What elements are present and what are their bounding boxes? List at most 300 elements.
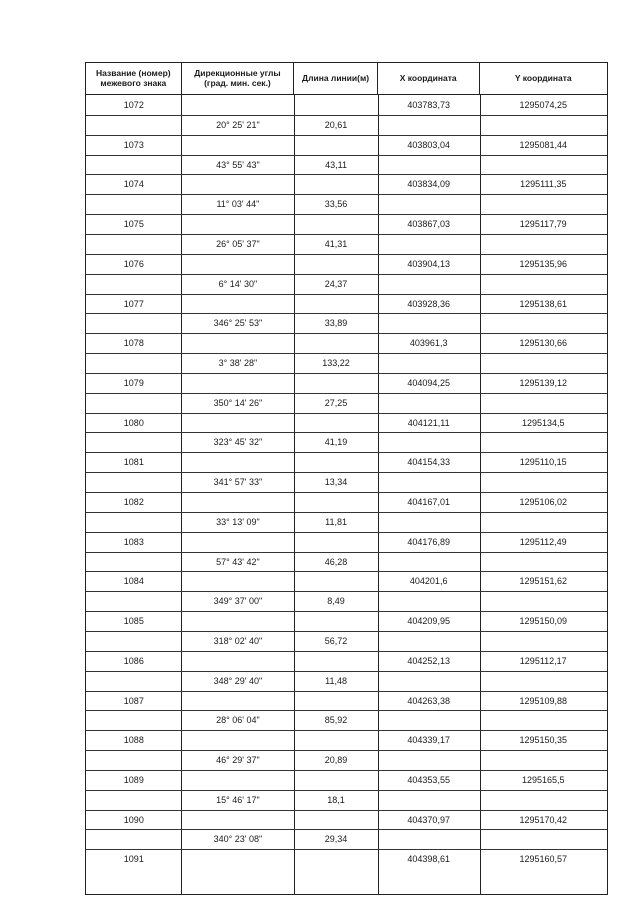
- line-length: 11,81: [325, 516, 347, 527]
- row-divider: [86, 591, 181, 592]
- row-divider: [378, 829, 480, 830]
- segment-row: [86, 194, 607, 214]
- row-divider: [480, 770, 607, 771]
- row-divider: [86, 710, 181, 711]
- segment-row: [86, 234, 607, 254]
- line-length: 41,31: [324, 238, 348, 249]
- row-divider: [378, 810, 480, 811]
- row-divider: [86, 770, 181, 771]
- y-coordinate: 1295138,61: [519, 298, 568, 309]
- empty-cell: [182, 373, 295, 393]
- line-length: 20,89: [324, 755, 348, 766]
- point-row: [86, 571, 607, 591]
- header-angle: Дирекционные углы (град. мин. сек.): [182, 63, 295, 94]
- empty-cell: [294, 214, 378, 234]
- table-body: [85, 95, 608, 895]
- row-divider: [480, 452, 607, 453]
- row-divider: [294, 214, 378, 215]
- segment-row: [86, 671, 607, 691]
- table-header: [85, 62, 608, 95]
- row-divider: [294, 274, 378, 275]
- x-coordinate: 403783,73: [407, 100, 450, 110]
- direction-angle: 11° 03' 44": [216, 199, 260, 210]
- point-name: 1080: [123, 417, 144, 428]
- point-name: 1078: [123, 338, 144, 349]
- row-divider: [294, 611, 378, 612]
- y-coordinate: 1295112,49: [519, 536, 567, 547]
- row-divider: [294, 492, 378, 493]
- direction-angle: 323° 45' 32": [213, 437, 263, 448]
- empty-cell: [86, 671, 182, 691]
- y-coordinate: 1295165,5: [521, 774, 565, 785]
- y-coordinate: 1295111,35: [520, 179, 567, 190]
- empty-cell: [378, 829, 480, 849]
- empty-cell: [86, 393, 182, 413]
- row-divider: [86, 532, 181, 533]
- point-row: [86, 492, 607, 512]
- direction-angle: 33° 13' 09": [216, 516, 260, 527]
- row-divider: [480, 631, 607, 632]
- empty-cell: [182, 294, 295, 314]
- point-row: [86, 254, 607, 274]
- direction-angle: 43° 55' 43": [216, 159, 260, 170]
- row-divider: [378, 571, 480, 572]
- row-divider: [86, 313, 181, 314]
- row-divider: [294, 691, 378, 692]
- empty-cell: [294, 611, 378, 631]
- row-divider: [86, 671, 181, 672]
- empty-cell: [182, 95, 295, 115]
- row-divider: [294, 353, 378, 354]
- row-divider: [181, 591, 294, 592]
- segment-row: [86, 115, 607, 135]
- x-coordinate: 403961,3: [409, 338, 448, 349]
- y-coordinate: 1295151,62: [519, 576, 568, 587]
- segment-row: [86, 552, 607, 572]
- row-divider: [181, 691, 294, 692]
- row-divider: [378, 671, 480, 672]
- row-divider: [181, 393, 294, 394]
- row-divider: [294, 254, 378, 255]
- direction-angle: 6° 14' 30": [218, 278, 258, 289]
- empty-cell: [378, 393, 480, 413]
- empty-cell: [182, 849, 295, 869]
- segment-row: [86, 393, 607, 413]
- line-length: 8,49: [327, 596, 345, 607]
- row-divider: [378, 512, 480, 513]
- row-divider: [294, 472, 378, 473]
- empty-cell: [378, 790, 480, 810]
- empty-cell: [86, 552, 182, 572]
- row-divider: [294, 591, 378, 592]
- x-coordinate: 403803,04: [407, 139, 450, 150]
- direction-angle: 350° 14' 26": [213, 397, 263, 408]
- empty-cell: [294, 691, 378, 711]
- x-coordinate: 404094,25: [407, 377, 450, 388]
- empty-cell: [182, 770, 295, 790]
- line-length: 85,92: [324, 715, 348, 726]
- empty-cell: [479, 552, 607, 572]
- empty-cell: [86, 591, 182, 611]
- point-name: 1077: [123, 298, 144, 309]
- row-divider: [378, 591, 480, 592]
- row-divider: [480, 512, 607, 513]
- empty-cell: [479, 313, 607, 333]
- direction-angle: 3° 38' 28": [218, 358, 258, 369]
- row-divider: [86, 413, 181, 414]
- row-divider: [86, 631, 181, 632]
- empty-cell: [294, 492, 378, 512]
- row-divider: [86, 691, 181, 692]
- row-divider: [378, 611, 480, 612]
- empty-cell: [86, 194, 182, 214]
- row-divider: [378, 214, 480, 215]
- row-divider: [181, 174, 294, 175]
- empty-cell: [86, 432, 182, 452]
- row-divider: [86, 393, 181, 394]
- empty-cell: [294, 730, 378, 750]
- empty-cell: [294, 810, 378, 830]
- row-divider: [181, 671, 294, 672]
- direction-angle: 57° 43' 42": [216, 556, 260, 567]
- row-divider: [86, 254, 181, 255]
- point-row: [86, 730, 607, 750]
- row-divider: [181, 214, 294, 215]
- point-row: [86, 294, 607, 314]
- line-length: 24,37: [324, 278, 348, 289]
- row-divider: [181, 294, 294, 295]
- empty-cell: [86, 234, 182, 254]
- direction-angle: 46° 29' 37": [216, 755, 260, 766]
- row-divider: [86, 333, 181, 334]
- row-divider: [378, 750, 480, 751]
- point-name: 1088: [123, 735, 144, 746]
- empty-cell: [378, 750, 480, 770]
- point-row: [86, 452, 607, 472]
- row-divider: [378, 452, 480, 453]
- x-coordinate: 404370,97: [407, 814, 450, 825]
- empty-cell: [182, 611, 295, 631]
- row-divider: [294, 373, 378, 374]
- row-divider: [294, 571, 378, 572]
- line-length: 29,34: [324, 834, 348, 845]
- direction-angle: 341° 57' 33": [213, 477, 263, 488]
- point-name: 1074: [123, 179, 144, 190]
- row-divider: [181, 849, 294, 850]
- x-coordinate: 403904,13: [407, 258, 450, 269]
- empty-cell: [182, 135, 295, 155]
- point-name: 1089: [123, 774, 144, 785]
- row-divider: [86, 353, 181, 354]
- empty-cell: [86, 512, 182, 532]
- row-divider: [480, 730, 607, 731]
- direction-angle: 28° 06' 04": [216, 715, 260, 726]
- row-divider: [294, 155, 378, 156]
- row-divider: [181, 631, 294, 632]
- y-coordinate: 1295150,35: [519, 735, 568, 746]
- row-divider: [86, 730, 181, 731]
- row-divider: [181, 452, 294, 453]
- row-divider: [480, 571, 607, 572]
- empty-cell: [378, 234, 480, 254]
- segment-row: [86, 155, 607, 175]
- row-divider: [480, 393, 607, 394]
- row-divider: [480, 671, 607, 672]
- point-name: 1087: [123, 695, 144, 706]
- header-point-name: Название (номер) межевого знака: [86, 63, 182, 94]
- row-divider: [86, 829, 181, 830]
- empty-cell: [182, 532, 295, 552]
- segment-row: [86, 750, 607, 770]
- point-row: [86, 849, 607, 869]
- x-coordinate: 404339,17: [407, 735, 450, 746]
- y-coordinate: 1295117,79: [519, 219, 567, 230]
- empty-cell: [86, 274, 182, 294]
- point-name: 1079: [123, 377, 144, 388]
- empty-cell: [479, 512, 607, 532]
- segment-row: [86, 790, 607, 810]
- empty-cell: [378, 432, 480, 452]
- point-name: 1091: [123, 854, 144, 865]
- row-divider: [294, 671, 378, 672]
- row-divider: [86, 452, 181, 453]
- coordinates-table: [85, 62, 608, 895]
- empty-cell: [86, 472, 182, 492]
- row-divider: [378, 373, 480, 374]
- row-divider: [86, 472, 181, 473]
- row-divider: [480, 432, 607, 433]
- empty-cell: [378, 115, 480, 135]
- empty-cell: [378, 155, 480, 175]
- row-divider: [480, 214, 607, 215]
- row-divider: [294, 710, 378, 711]
- point-name: 1090: [123, 814, 144, 825]
- point-name: 1073: [123, 139, 144, 150]
- y-coordinate: 1295106,02: [519, 497, 568, 507]
- row-divider: [294, 810, 378, 811]
- y-coordinate: 1295130,66: [519, 338, 568, 349]
- line-length: 43,11: [325, 159, 347, 170]
- empty-cell: [378, 512, 480, 532]
- row-divider: [378, 155, 480, 156]
- y-coordinate: 1295150,09: [519, 616, 568, 627]
- x-coordinate: 404209,95: [407, 616, 450, 627]
- empty-cell: [479, 234, 607, 254]
- row-divider: [294, 651, 378, 652]
- row-divider: [86, 492, 181, 493]
- row-divider: [480, 313, 607, 314]
- empty-cell: [294, 571, 378, 591]
- line-length: 133,22: [322, 358, 350, 369]
- empty-cell: [182, 810, 295, 830]
- empty-cell: [294, 770, 378, 790]
- point-row: [86, 810, 607, 830]
- point-row: [86, 95, 607, 115]
- x-coordinate: 404154,33: [407, 457, 450, 468]
- y-coordinate: 1295112,17: [519, 655, 567, 666]
- empty-cell: [86, 353, 182, 373]
- empty-cell: [479, 393, 607, 413]
- row-divider: [294, 512, 378, 513]
- empty-cell: [182, 492, 295, 512]
- row-divider: [378, 552, 480, 553]
- header-length: Длина линии(м): [294, 63, 378, 94]
- empty-cell: [294, 452, 378, 472]
- point-name: 1072: [123, 100, 144, 110]
- empty-cell: [378, 671, 480, 691]
- row-divider: [181, 234, 294, 235]
- direction-angle: 340° 23' 08": [213, 834, 263, 845]
- y-coordinate: 1295081,44: [519, 139, 568, 150]
- row-divider: [86, 790, 181, 791]
- row-divider: [480, 155, 607, 156]
- line-length: 33,89: [324, 318, 348, 329]
- row-divider: [480, 254, 607, 255]
- row-divider: [480, 274, 607, 275]
- x-coordinate: 403834,09: [407, 179, 450, 190]
- empty-cell: [378, 353, 480, 373]
- empty-cell: [294, 651, 378, 671]
- row-divider: [181, 750, 294, 751]
- row-divider: [480, 591, 607, 592]
- empty-cell: [378, 710, 480, 730]
- row-divider: [181, 492, 294, 493]
- row-divider: [181, 413, 294, 414]
- empty-cell: [479, 432, 607, 452]
- row-divider: [480, 829, 607, 830]
- point-row: [86, 691, 607, 711]
- row-divider: [480, 710, 607, 711]
- empty-cell: [86, 750, 182, 770]
- direction-angle: 346° 25' 53": [213, 318, 263, 329]
- segment-row: [86, 472, 607, 492]
- row-divider: [181, 432, 294, 433]
- direction-angle: 20° 25' 21": [216, 119, 260, 130]
- row-divider: [480, 492, 607, 493]
- x-coordinate: 404201,6: [409, 576, 448, 587]
- point-name: 1085: [123, 616, 144, 627]
- row-divider: [480, 552, 607, 553]
- empty-cell: [86, 155, 182, 175]
- empty-cell: [86, 829, 182, 849]
- row-divider: [181, 790, 294, 791]
- row-divider: [378, 790, 480, 791]
- row-divider: [480, 849, 607, 850]
- row-divider: [480, 750, 607, 751]
- row-divider: [378, 333, 480, 334]
- row-divider: [378, 472, 480, 473]
- y-coordinate: 1295160,57: [519, 854, 568, 865]
- row-divider: [181, 313, 294, 314]
- empty-cell: [86, 313, 182, 333]
- empty-cell: [86, 631, 182, 651]
- row-divider: [86, 294, 181, 295]
- line-length: 33,56: [324, 199, 348, 210]
- row-divider: [181, 770, 294, 771]
- empty-cell: [479, 591, 607, 611]
- row-divider: [378, 294, 480, 295]
- row-divider: [86, 214, 181, 215]
- line-length: 46,28: [324, 556, 348, 567]
- direction-angle: 348° 29' 40": [213, 675, 263, 686]
- y-coordinate: 1295135,96: [519, 258, 568, 269]
- row-divider: [378, 849, 480, 850]
- row-divider: [294, 730, 378, 731]
- empty-cell: [182, 730, 295, 750]
- row-divider: [86, 174, 181, 175]
- empty-cell: [378, 591, 480, 611]
- row-divider: [86, 849, 181, 850]
- x-coordinate: 404167,01: [407, 497, 450, 507]
- row-divider: [86, 194, 181, 195]
- x-coordinate: 404398,61: [407, 854, 450, 865]
- empty-cell: [182, 333, 295, 353]
- empty-cell: [182, 452, 295, 472]
- row-divider: [181, 611, 294, 612]
- empty-cell: [294, 294, 378, 314]
- row-divider: [480, 115, 607, 116]
- row-divider: [86, 651, 181, 652]
- empty-cell: [294, 333, 378, 353]
- empty-cell: [378, 552, 480, 572]
- row-divider: [181, 532, 294, 533]
- point-row: [86, 373, 607, 393]
- row-divider: [294, 174, 378, 175]
- row-divider: [378, 313, 480, 314]
- row-divider: [181, 274, 294, 275]
- row-divider: [86, 512, 181, 513]
- x-coordinate: 404121,11: [407, 417, 450, 428]
- row-divider: [294, 194, 378, 195]
- x-coordinate: 404252,13: [407, 655, 450, 666]
- row-divider: [378, 393, 480, 394]
- row-divider: [378, 115, 480, 116]
- row-divider: [378, 770, 480, 771]
- direction-angle: 15° 46' 17": [216, 794, 260, 805]
- x-coordinate: 403928,36: [407, 298, 450, 309]
- row-divider: [480, 174, 607, 175]
- row-divider: [480, 691, 607, 692]
- row-divider: [378, 651, 480, 652]
- empty-cell: [378, 472, 480, 492]
- row-divider: [294, 393, 378, 394]
- header-x: X координата: [378, 63, 480, 94]
- row-divider: [480, 651, 607, 652]
- empty-cell: [479, 671, 607, 691]
- empty-cell: [294, 254, 378, 274]
- row-divider: [294, 413, 378, 414]
- empty-cell: [86, 790, 182, 810]
- row-divider: [86, 115, 181, 116]
- point-name: 1075: [123, 219, 144, 230]
- row-divider: [86, 135, 181, 136]
- row-divider: [181, 135, 294, 136]
- row-divider: [86, 432, 181, 433]
- row-divider: [294, 770, 378, 771]
- row-divider: [294, 115, 378, 116]
- segment-row: [86, 353, 607, 373]
- row-divider: [480, 333, 607, 334]
- segment-row: [86, 591, 607, 611]
- row-divider: [86, 750, 181, 751]
- point-row: [86, 333, 607, 353]
- empty-cell: [479, 472, 607, 492]
- point-name: 1086: [123, 655, 144, 666]
- row-divider: [181, 730, 294, 731]
- y-coordinate: 1295109,88: [519, 695, 568, 706]
- row-divider: [294, 532, 378, 533]
- segment-row: [86, 710, 607, 730]
